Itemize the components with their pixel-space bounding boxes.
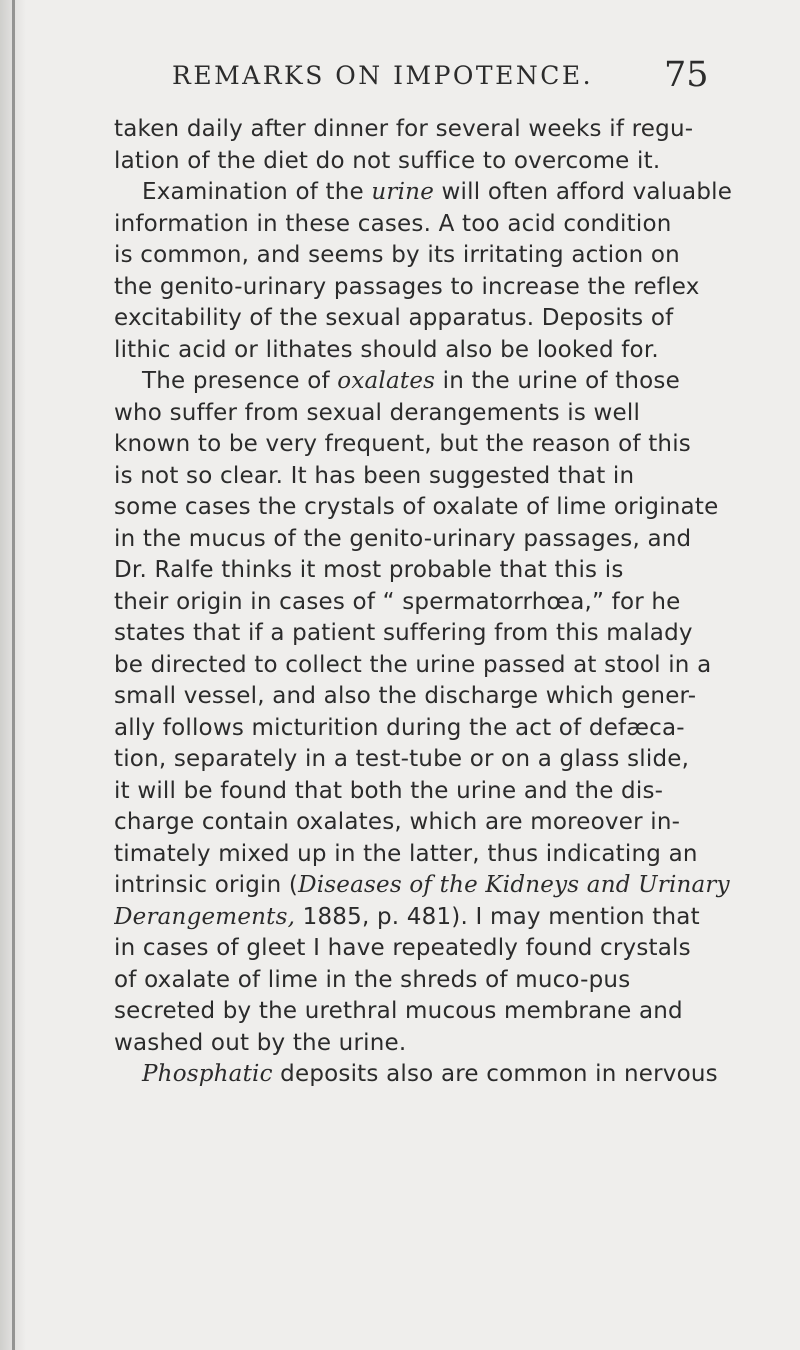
text-line: known to be very frequent, but the reason of this xyxy=(114,431,691,457)
text-line: small vessel, and also the discharge which gener- xyxy=(114,683,697,709)
citation-title: Diseases of the Kidneys and Urinary xyxy=(298,872,730,898)
text-line: Dr. Ralfe thinks it most probable that this is xyxy=(114,557,624,583)
text-line: lithic acid or lithates should also be looked for. xyxy=(114,336,659,363)
text-line: taken daily after dinner for several weeks if regu- xyxy=(114,116,694,142)
text-line: their origin in cases of “ spermatorrhœa,” for he xyxy=(114,588,681,615)
text-line: of oxalate of lime in the shreds of muco-pus xyxy=(114,966,631,993)
emphasis-phosphatic: Phosphatic xyxy=(142,1061,273,1087)
text-line: timately mixed up in the latter, thus indicating an xyxy=(114,840,698,867)
body-text xyxy=(114,114,744,1091)
text-line: states that if a patient suffering from this malady xyxy=(114,620,693,646)
text-line: in cases of gleet I have repeatedly found crystals xyxy=(114,935,691,961)
binding-shadow-line xyxy=(12,0,15,1350)
text-line: the genito-urinary passages to increase the reflex xyxy=(114,273,700,300)
text-line: charge contain oxalates, which are moreover in- xyxy=(114,809,681,835)
text-line: is common, and seems by its irritating action on xyxy=(114,242,680,268)
text-line: tion, separately in a test-tube or on a glass slide, xyxy=(114,746,690,772)
emphasis-oxalates: oxalates xyxy=(337,368,436,394)
text-line: information in these cases. A too acid condition xyxy=(114,210,672,237)
text-line: who suffer from sexual derangements is well xyxy=(114,399,641,426)
text-line: is not so clear. It has been suggested that in xyxy=(114,462,635,489)
text-line: ally follows micturition during the act of defæca- xyxy=(114,714,685,741)
text-line: in the mucus of the genito-urinary passages, and xyxy=(114,525,692,552)
paragraph-start-line: Examination of the urine will often afford valuable xyxy=(142,179,733,205)
page-number: 75 xyxy=(664,55,709,95)
paragraph-start-line: Phosphatic deposits also are common in nervous xyxy=(142,1061,718,1087)
text-line: some cases the crystals of oxalate of lime originate xyxy=(114,494,719,520)
text-line: secreted by the urethral mucous membrane and xyxy=(114,998,683,1024)
emphasis-urine: urine xyxy=(371,179,435,205)
text-line: be directed to collect the urine passed at stool in a xyxy=(114,651,712,678)
chapter-title: REMARKS ON IMPOTENCE. xyxy=(172,61,594,90)
text-line: Derangements, 1885, p. 481). I may mention that xyxy=(114,903,700,930)
text-line: intrinsic origin (Diseases of the Kidneys and Urinary xyxy=(114,872,730,898)
citation-title-continued: Derangements, xyxy=(114,903,296,930)
text-line: it will be found that both the urine and the dis- xyxy=(114,777,664,804)
paragraph-start-line: The presence of oxalates in the urine of those xyxy=(142,368,680,394)
text-line: washed out by the urine. xyxy=(114,1029,407,1056)
text-line: lation of the diet do not suffice to overcome it. xyxy=(114,147,661,174)
running-head xyxy=(172,55,732,105)
text-line: excitability of the sexual apparatus. Deposits of xyxy=(114,305,674,331)
